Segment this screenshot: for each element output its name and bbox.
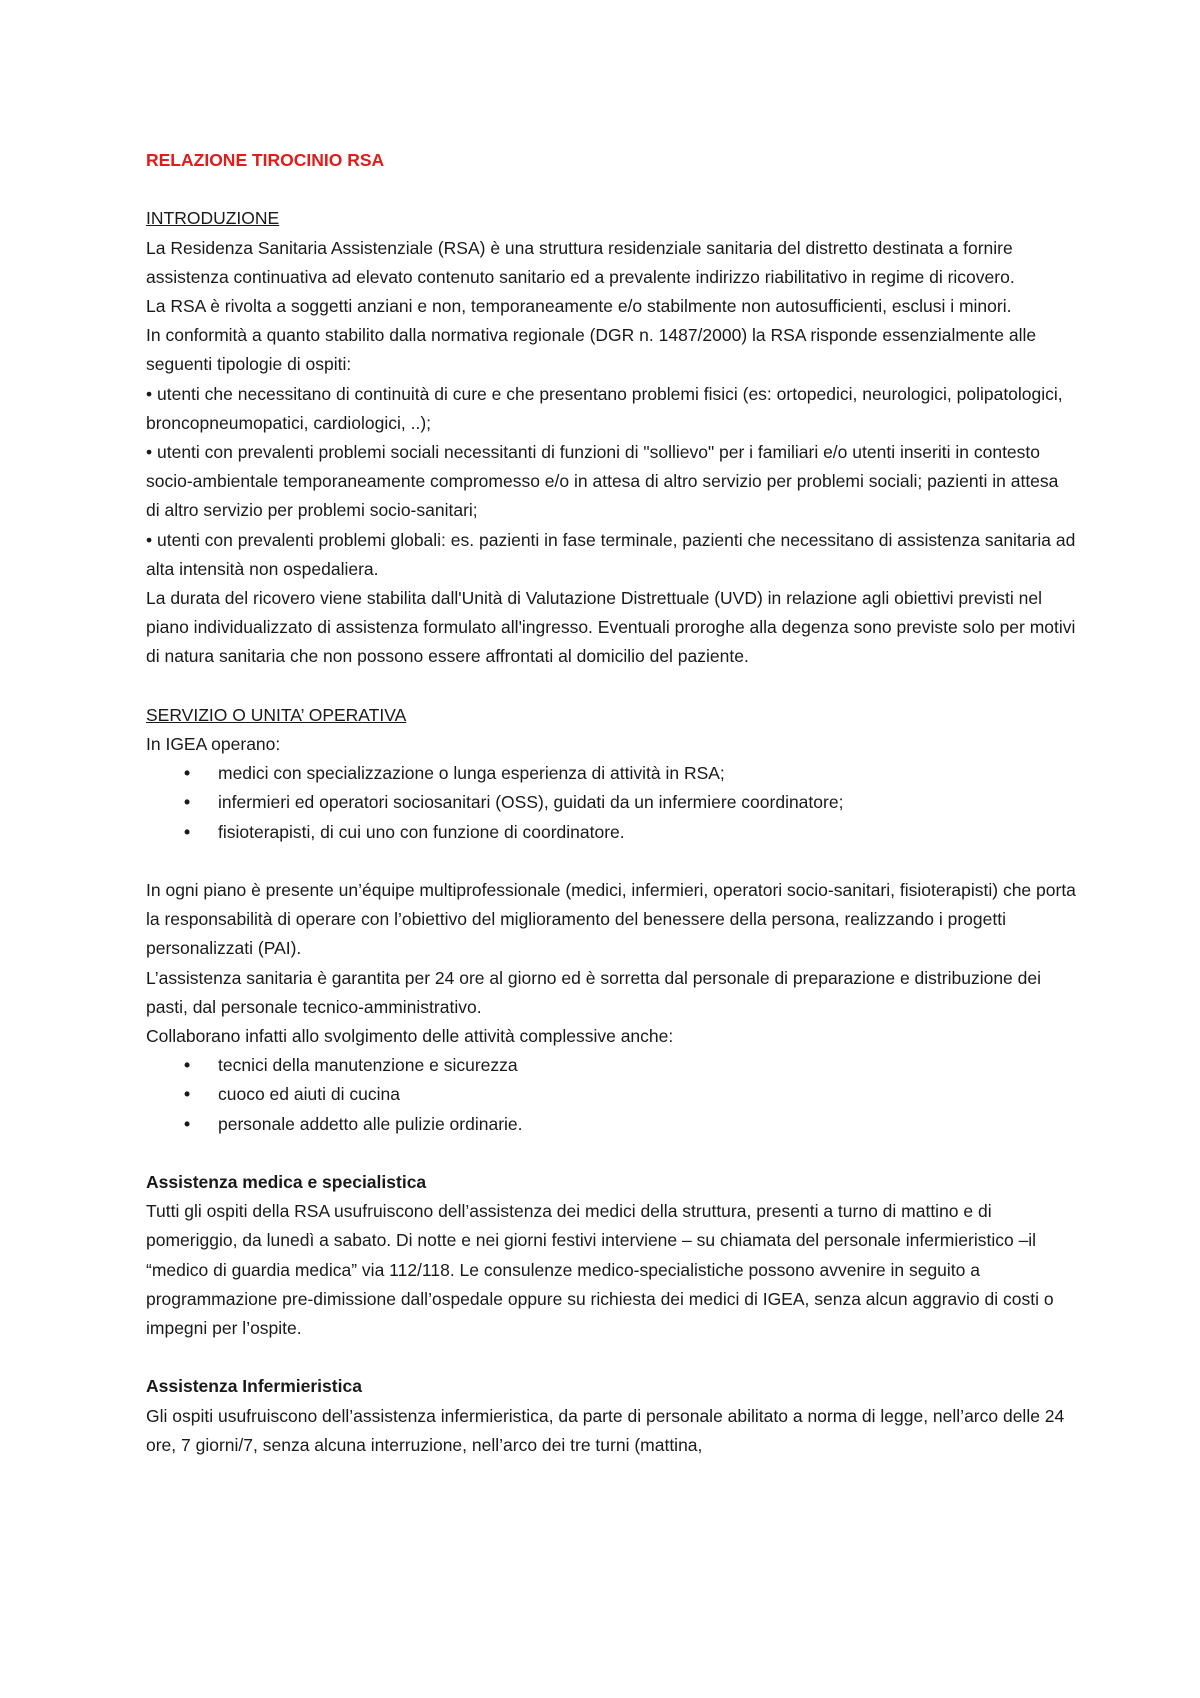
spacer: [146, 847, 1076, 876]
servizio-intro: In IGEA operano:: [146, 734, 281, 755]
section-heading-servizio: SERVIZIO O UNITA’ OPERATIVA: [146, 704, 407, 725]
list-item: • medici con specializzazione o lunga esperienza di attività in RSA;: [146, 759, 1076, 788]
list-item: • personale addetto alle pulizie ordinarie.: [146, 1110, 1076, 1139]
section-heading-introduzione: INTRODUZIONE: [146, 208, 280, 229]
section-heading-assistenza-medica: Assistenza medica e specialistica: [146, 1172, 427, 1193]
spacer: [146, 1139, 1076, 1168]
intro-bullet-3: • utenti con prevalenti problemi globali: es. pazienti in fase terminale, pazienti che necessitano di assistenza sanitaria ad alta intensità non ospedaliera.: [146, 526, 1076, 584]
servizio-paragraph-1: In ogni piano è presente un’équipe multiprofessionale (medici, infermieri, operatori socio-sanitari, fisioterapisti) che porta la responsabilità di operare con l’obiettivo del miglioramento del benessere della persona, realizzando i progetti personalizzati (PAI).: [146, 880, 1076, 959]
servizio-paragraph-3: Collaborano infatti allo svolgimento delle attività complessive anche:: [146, 1026, 674, 1047]
intro-bullet-2: • utenti con prevalenti problemi sociali necessitanti di funzioni di "sollievo" per i familiari e/o utenti inseriti in contesto socio-ambientale temporaneamente compromesso e/o in attesa di altro servizio per problemi sociali; pazienti in attesa di altro servizio per problemi socio-sanitari;: [146, 438, 1076, 526]
intro-bullet-1: • utenti che necessitano di continuità di cure e che presentano problemi fisici (es: ortopedici, neurologici, polipatologici, broncopneumopatici, cardiologici, ..);: [146, 380, 1076, 438]
assistenza-infermieristica-text: Gli ospiti usufruiscono dell’assistenza infermieristica, da parte di personale abilitato a norma di legge, nell’arco delle 24 ore, 7 giorni/7, senza alcuna interruzione, nell’arco dei tre turni (mattina,: [146, 1405, 1065, 1455]
section-heading-assistenza-infermieristica: Assistenza Infermieristica: [146, 1376, 362, 1397]
intro-paragraph-2: La RSA è rivolta a soggetti anziani e non, temporaneamente e/o stabilmente non autosufficienti, esclusi i minori.: [146, 296, 1012, 316]
servizio-staff-list: [146, 759, 1076, 847]
spacer: [146, 175, 1076, 204]
assistenza-medica-text: Tutti gli ospiti della RSA usufruiscono dell’assistenza dei medici della struttura, presenti a turno di mattino e di pomeriggio, da lunedì a sabato. Di notte e nei giorni festivi interviene – su chiamata del personale infermieristico –il “medico di guardia medica” via 112/118. Le consulenze medico-specialistiche possono avvenire in seguito a programmazione pre-dimissione dall’ospedale oppure su richiesta dei medici di IGEA, senza alcun aggravio di costi o impegni per l’ospite.: [146, 1201, 1054, 1339]
list-item: • tecnici della manutenzione e sicurezza: [146, 1051, 1076, 1080]
document-title: RELAZIONE TIROCINIO RSA: [146, 150, 385, 170]
intro-closing-paragraph: La durata del ricovero viene stabilita dall'Unità di Valutazione Distrettuale (UVD) in relazione agli obiettivi previsti nel piano individualizzato di assistenza formulato all'ingresso. Eventuali proroghe alla degenza sono previste solo per motivi di natura sanitaria che non possono essere affrontati al domicilio del paziente.: [146, 588, 1076, 667]
intro-paragraph-1: La Residenza Sanitaria Assistenziale (RSA) è una struttura residenziale sanitaria del distretto destinata a fornire assistenza continuativa ad elevato contenuto sanitario ed a prevalente indirizzo riabilitativo in regime di ricovero.: [146, 237, 1015, 287]
list-item: • infermieri ed operatori sociosanitari (OSS), guidati da un infermiere coordinatore;: [146, 788, 1076, 817]
servizio-paragraph-2: L’assistenza sanitaria è garantita per 24 ore al giorno ed è sorretta dal personale di preparazione e distribuzione dei pasti, dal personale tecnico-amministrativo.: [146, 967, 1042, 1017]
list-item: • cuoco ed aiuti di cucina: [146, 1080, 1076, 1109]
document-page: [146, 146, 1076, 1460]
list-item: • fisioterapisti, di cui uno con funzione di coordinatore.: [146, 818, 1076, 847]
servizio-support-list: [146, 1051, 1076, 1139]
intro-paragraph-3: In conformità a quanto stabilito dalla normativa regionale (DGR n. 1487/2000) la RSA risponde essenzialmente alle seguenti tipologie di ospiti:: [146, 325, 1037, 375]
spacer: [146, 672, 1076, 701]
spacer: [146, 1343, 1076, 1372]
